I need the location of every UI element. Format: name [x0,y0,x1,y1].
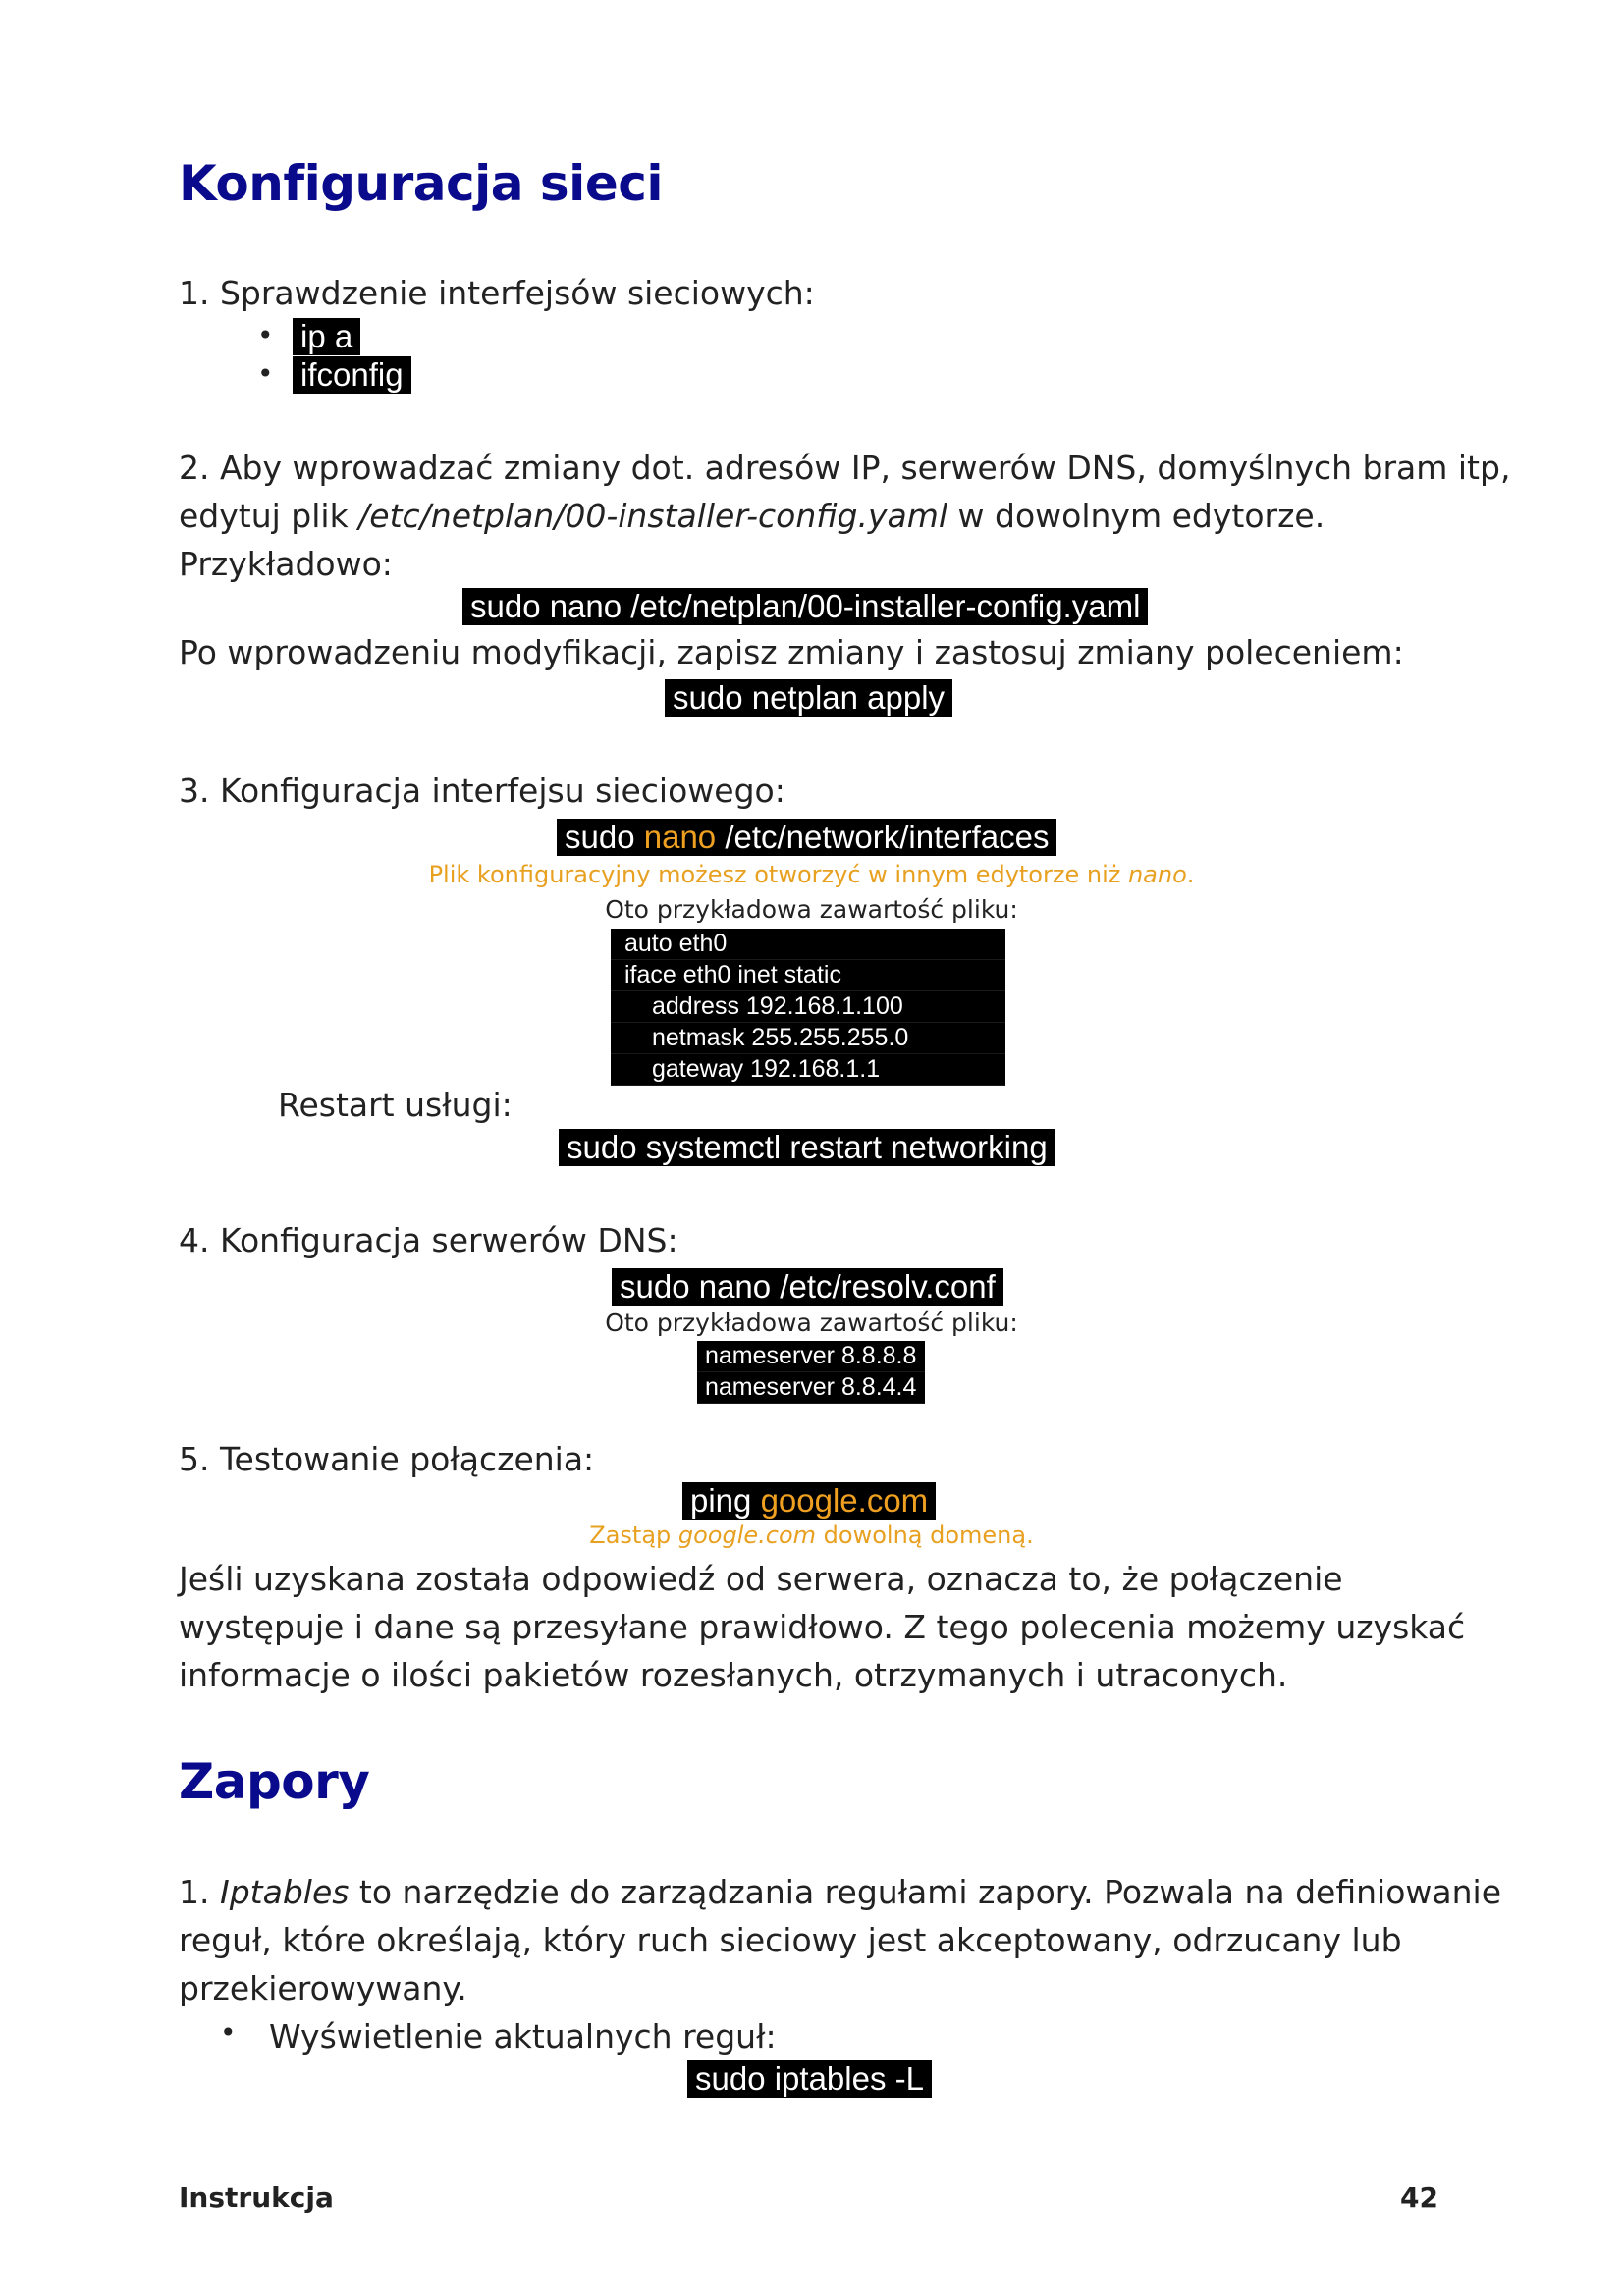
bullet-icon: • [257,319,274,351]
step5-para-line2: występuje i dane są przesyłane prawidłowo. Z tego polecenia możemy uzyskać [179,1608,1466,1646]
step3-text: 3. Konfiguracja interfejsu sieciowego: [179,772,785,810]
code-nano-resolv: sudo nano /etc/resolv.conf [612,1268,1003,1306]
footer-label: Instrukcja [179,2181,334,2214]
file-line: netmask 255.255.255.0 [611,1023,1005,1054]
step2-line1: 2. Aby wprowadzać zmiany dot. adresów IP, serwerów DNS, domyślnych bram itp, [179,449,1511,487]
code-ip-a: ip a [293,318,360,355]
step4-text: 4. Konfiguracja serwerów DNS: [179,1221,678,1259]
file-line: iface eth0 inet static [611,960,1005,991]
fw-step1-line1: 1. Iptables to narzędzie do zarządzania regułami zapory. Pozwala na definiowanie [179,1873,1501,1911]
file-content-resolv [697,1341,925,1404]
step2-line4: Po wprowadzeniu modyfikacji, zapisz zmiany i zastosuj zmiany poleceniem: [179,633,1404,671]
restart-label: Restart usługi: [278,1086,513,1124]
step2-line3: Przykładowo: [179,545,393,583]
step5-para-line1: Jeśli uzyskana została odpowiedź od serwera, oznacza to, że połączenie [179,1560,1343,1598]
file-line: nameserver 8.8.8.8 [697,1341,925,1372]
code-ping: ping google.com [682,1482,936,1520]
netplan-path: /etc/netplan/00-installer-config.yaml [358,497,948,535]
bullet-icon: • [220,2016,237,2049]
code-restart-networking: sudo systemctl restart networking [559,1129,1055,1166]
note-editor: Plik konfiguracyjny możesz otworzyć w innym edytorze niż nano. [428,861,1195,888]
code-ifconfig: ifconfig [293,356,411,394]
example-label-resolv: Oto przykładowa zawartość pliku: [605,1308,1018,1337]
note-domain: Zastąp google.com dowolną domeną. [589,1522,1034,1549]
step5-para-line3: informacje o ilości pakietów rozesłanych, otrzymanych i utraconych. [179,1656,1288,1694]
fw-step1-line3: przekierowywany. [179,1969,467,2007]
code-nano-interfaces: sudo nano /etc/network/interfaces [557,819,1056,856]
fw-step1-line2: reguł, które określają, który ruch sieciowy jest akceptowany, odrzucany lub [179,1921,1402,1959]
step1-text: 1. Sprawdzenie interfejsów sieciowych: [179,274,815,312]
page-number: 42 [1400,2181,1438,2214]
file-line: auto eth0 [611,929,1005,960]
file-line: address 192.168.1.100 [611,991,1005,1023]
file-line: nameserver 8.8.4.4 [697,1372,925,1404]
example-label-interfaces: Oto przykładowa zawartość pliku: [605,895,1018,924]
file-content-interfaces [611,929,1005,1086]
bullet-icon: • [257,357,274,390]
code-nano-netplan: sudo nano /etc/netplan/00-installer-config.yaml [462,588,1148,625]
section-title-firewall: Zapory [179,1753,370,1810]
code-iptables-list: sudo iptables -L [687,2060,932,2098]
step2-line2: edytuj plik /etc/netplan/00-installer-config.yaml w dowolnym edytorze. [179,497,1325,535]
section-title-network: Konfiguracja sieci [179,155,664,212]
code-netplan-apply: sudo netplan apply [665,679,952,717]
fw-bullet-text: Wyświetlenie aktualnych reguł: [269,2017,777,2056]
file-line: gateway 192.168.1.1 [611,1054,1005,1086]
step5-text: 5. Testowanie połączenia: [179,1440,595,1478]
